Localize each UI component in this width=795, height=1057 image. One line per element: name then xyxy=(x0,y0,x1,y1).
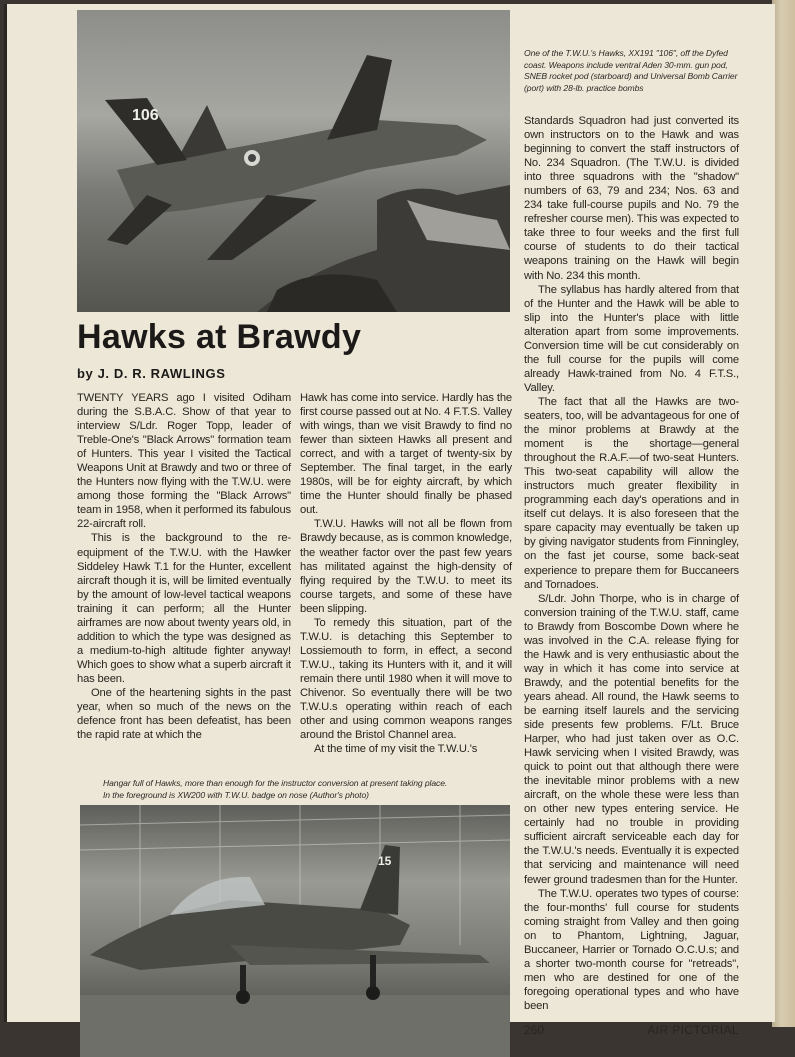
article-column-1 xyxy=(77,391,291,742)
paragraph: The fact that all the Hawks are two-seaters, too, will be advantageous for one of the minor problems at Brawdy at the moment is the shortage—general throughout the R.A.F.—of two-seat Hunters. This two-seat capability will allow the instructors much greater flexibility in programming each day's operations and in itself cut delays. It is also foreseen that the spare capacity may eventually be taken up by giving navigator students from Finningley, on the fast jet course, some back-seat experience to prepare them for Buccaneers and Tornadoes. xyxy=(524,395,739,591)
paragraph: The syllabus has hardly altered from that of the Hunter and the Hawk will be able to slip into the Hunter's place with little alteration apart from some improvements. Conversion time will be cut considerably on the full course for the pupils will come already Hawk-trained from No. 4 F.T.S., Valley. xyxy=(524,283,739,394)
paragraph: Standards Squadron had just converted its own instructors on to the Hawk and was beginning to convert the staff instructors of No. 234 Squadron. (The T.W.U. is divided into three squadrons with the "shadow" numbers of 63, 79 and 234; Nos. 63 and 234 take full-course pupils and No. 79 the refresher course men). This was expected to take three to four weeks and the first full course of students to do their tactical weapons training on the Hawk will begin with No. 234 this month. xyxy=(524,115,739,282)
article-title: Hawks at Brawdy xyxy=(77,318,362,356)
paragraph: One of the heartening sights in the past year, when so much of the news on the defence front has been defeatist, has been the rapid rate at which the xyxy=(77,686,291,742)
paragraph: At the time of my visit the T.W.U.'s xyxy=(314,743,478,756)
aircraft-number-marking: 106 xyxy=(132,107,159,124)
caption-line: Hangar full of Hawks, more than enough for the instructor conversion at present taking place. xyxy=(103,778,448,789)
page-footer xyxy=(524,1023,739,1037)
top-photo-caption: One of the T.W.U.'s Hawks, XX191 "106", off the Dyfed coast. Weapons include ventral Aden 30-mm. gun pod, SNEB rocket pod (starboard) and Universal Bomb Carrier (port) with 28-lb. practice bombs xyxy=(524,48,738,93)
adjacent-page-edge xyxy=(772,0,795,1027)
hawk-in-flight-photo xyxy=(77,10,510,312)
caption-line: In the foreground is XW200 with T.W.U. badge on nose (Author's photo) xyxy=(103,789,369,800)
paragraph: The T.W.U. operates two types of course: the four-months' full course for students coming straight from Valley and then going on to Phantom, Lightning, Jaguar, Buccaneer, Harrier or Tornado O.C.U.s; and a shorter two-month course for "retreads", men who are destined for one of the foregoing operational types and who have been xyxy=(524,887,739,1012)
paragraph: Hawk has come into service. Hardly has the first course passed out at No. 4 F.T.S. Valley with wings, than we visit Brawdy to find no fewer than sixteen Hawks all present and correct, and with a target of twenty-six by September. The final target, in the early 1980s, will be for eighty aircraft, by which time the Hunter should finally be phased out. xyxy=(300,392,512,517)
columns-row xyxy=(77,391,512,756)
aircraft-number-marking: 15 xyxy=(378,854,392,869)
paragraph: This is the background to the re-equipment of the T.W.U. with the Hawker Siddeley Hawk T.1 for the Hunter, excellent aircraft though it is, will be limited eventually by the amount of low-level tactical weapons training it can perform; all the Hunter airframes are now about twenty years old, in addition to which the type was designed as a medium-to-high altitude fighter anyway! Which goes to show what a superb aircraft it has been. xyxy=(77,532,291,685)
publication-name: AIR PICTORIAL xyxy=(647,1023,739,1037)
hangar-hawks-photo xyxy=(80,805,510,1057)
article-column-3 xyxy=(524,114,739,1013)
hangar-illustration xyxy=(80,805,510,1057)
article-column-2 xyxy=(300,391,512,756)
paragraph: To remedy this situation, part of the T.W.U. is detaching this September to Lossiemouth to form, in effect, a second T.W.U., taking its Hunters with it, and it will remain there until 1980 when it will move to Chivenor. So eventually there will be two T.W.U.s operating within reach of each other and using common weapons ranges around the Bristol Channel area. xyxy=(300,616,512,742)
paragraph: TWENTY YEARS ago I visited Odiham during the S.B.A.C. Show of that year to interview S/Ldr. Roger Topp, leader of Treble-One's "Black Arrows" formation team of Hunters. This year I visited the Tactical Weapons Unit at Brawdy and two or three of the Hunters now flying with the T.W.U. were among those forming the "Black Arrows" team in 1958, when it performed its fabulous 22-aircraft roll. xyxy=(77,392,291,531)
article-byline: by J. D. R. RAWLINGS xyxy=(77,366,226,381)
right-article-area xyxy=(524,48,739,1037)
paragraph: S/Ldr. John Thorpe, who is in charge of conversion training of the T.W.U. staff, came to Brawdy from Boscombe Down where he was involved in the C.A. release flying for the Hawk and is very enthusiastic about the way in which it has come into service at Brawdy, and the potential benefits for the years ahead. All round, the Hawk seems to be earning itself laurels and the servicing side presents few problems. F/Lt. Bruce Harper, who had just taken over as O.C. Hawk servicing when I visited Brawdy, was quick to point out that although there were the inevitable minor problems with a new aircraft, on the whole these were less than on other new types entering service. He certainly had no trouble in providing sufficient aircraft serviceable each day for the T.W.U.'s needs. Eventually it is expected that servicing and maintenance will need fewer ground tradesmen than for the Hunter. xyxy=(524,592,739,886)
hawk-flight-illustration xyxy=(77,10,510,312)
left-article-area xyxy=(77,391,512,1057)
paragraph: T.W.U. Hawks will not all be flown from Brawdy because, as is common knowledge, the weather factor over the past few years has militated against the high-density of flying required by the T.W.U. to meet its course targets, and some of these have been slipping. xyxy=(300,518,512,615)
bottom-photo-caption xyxy=(77,778,512,801)
page-number: 260 xyxy=(524,1023,545,1037)
